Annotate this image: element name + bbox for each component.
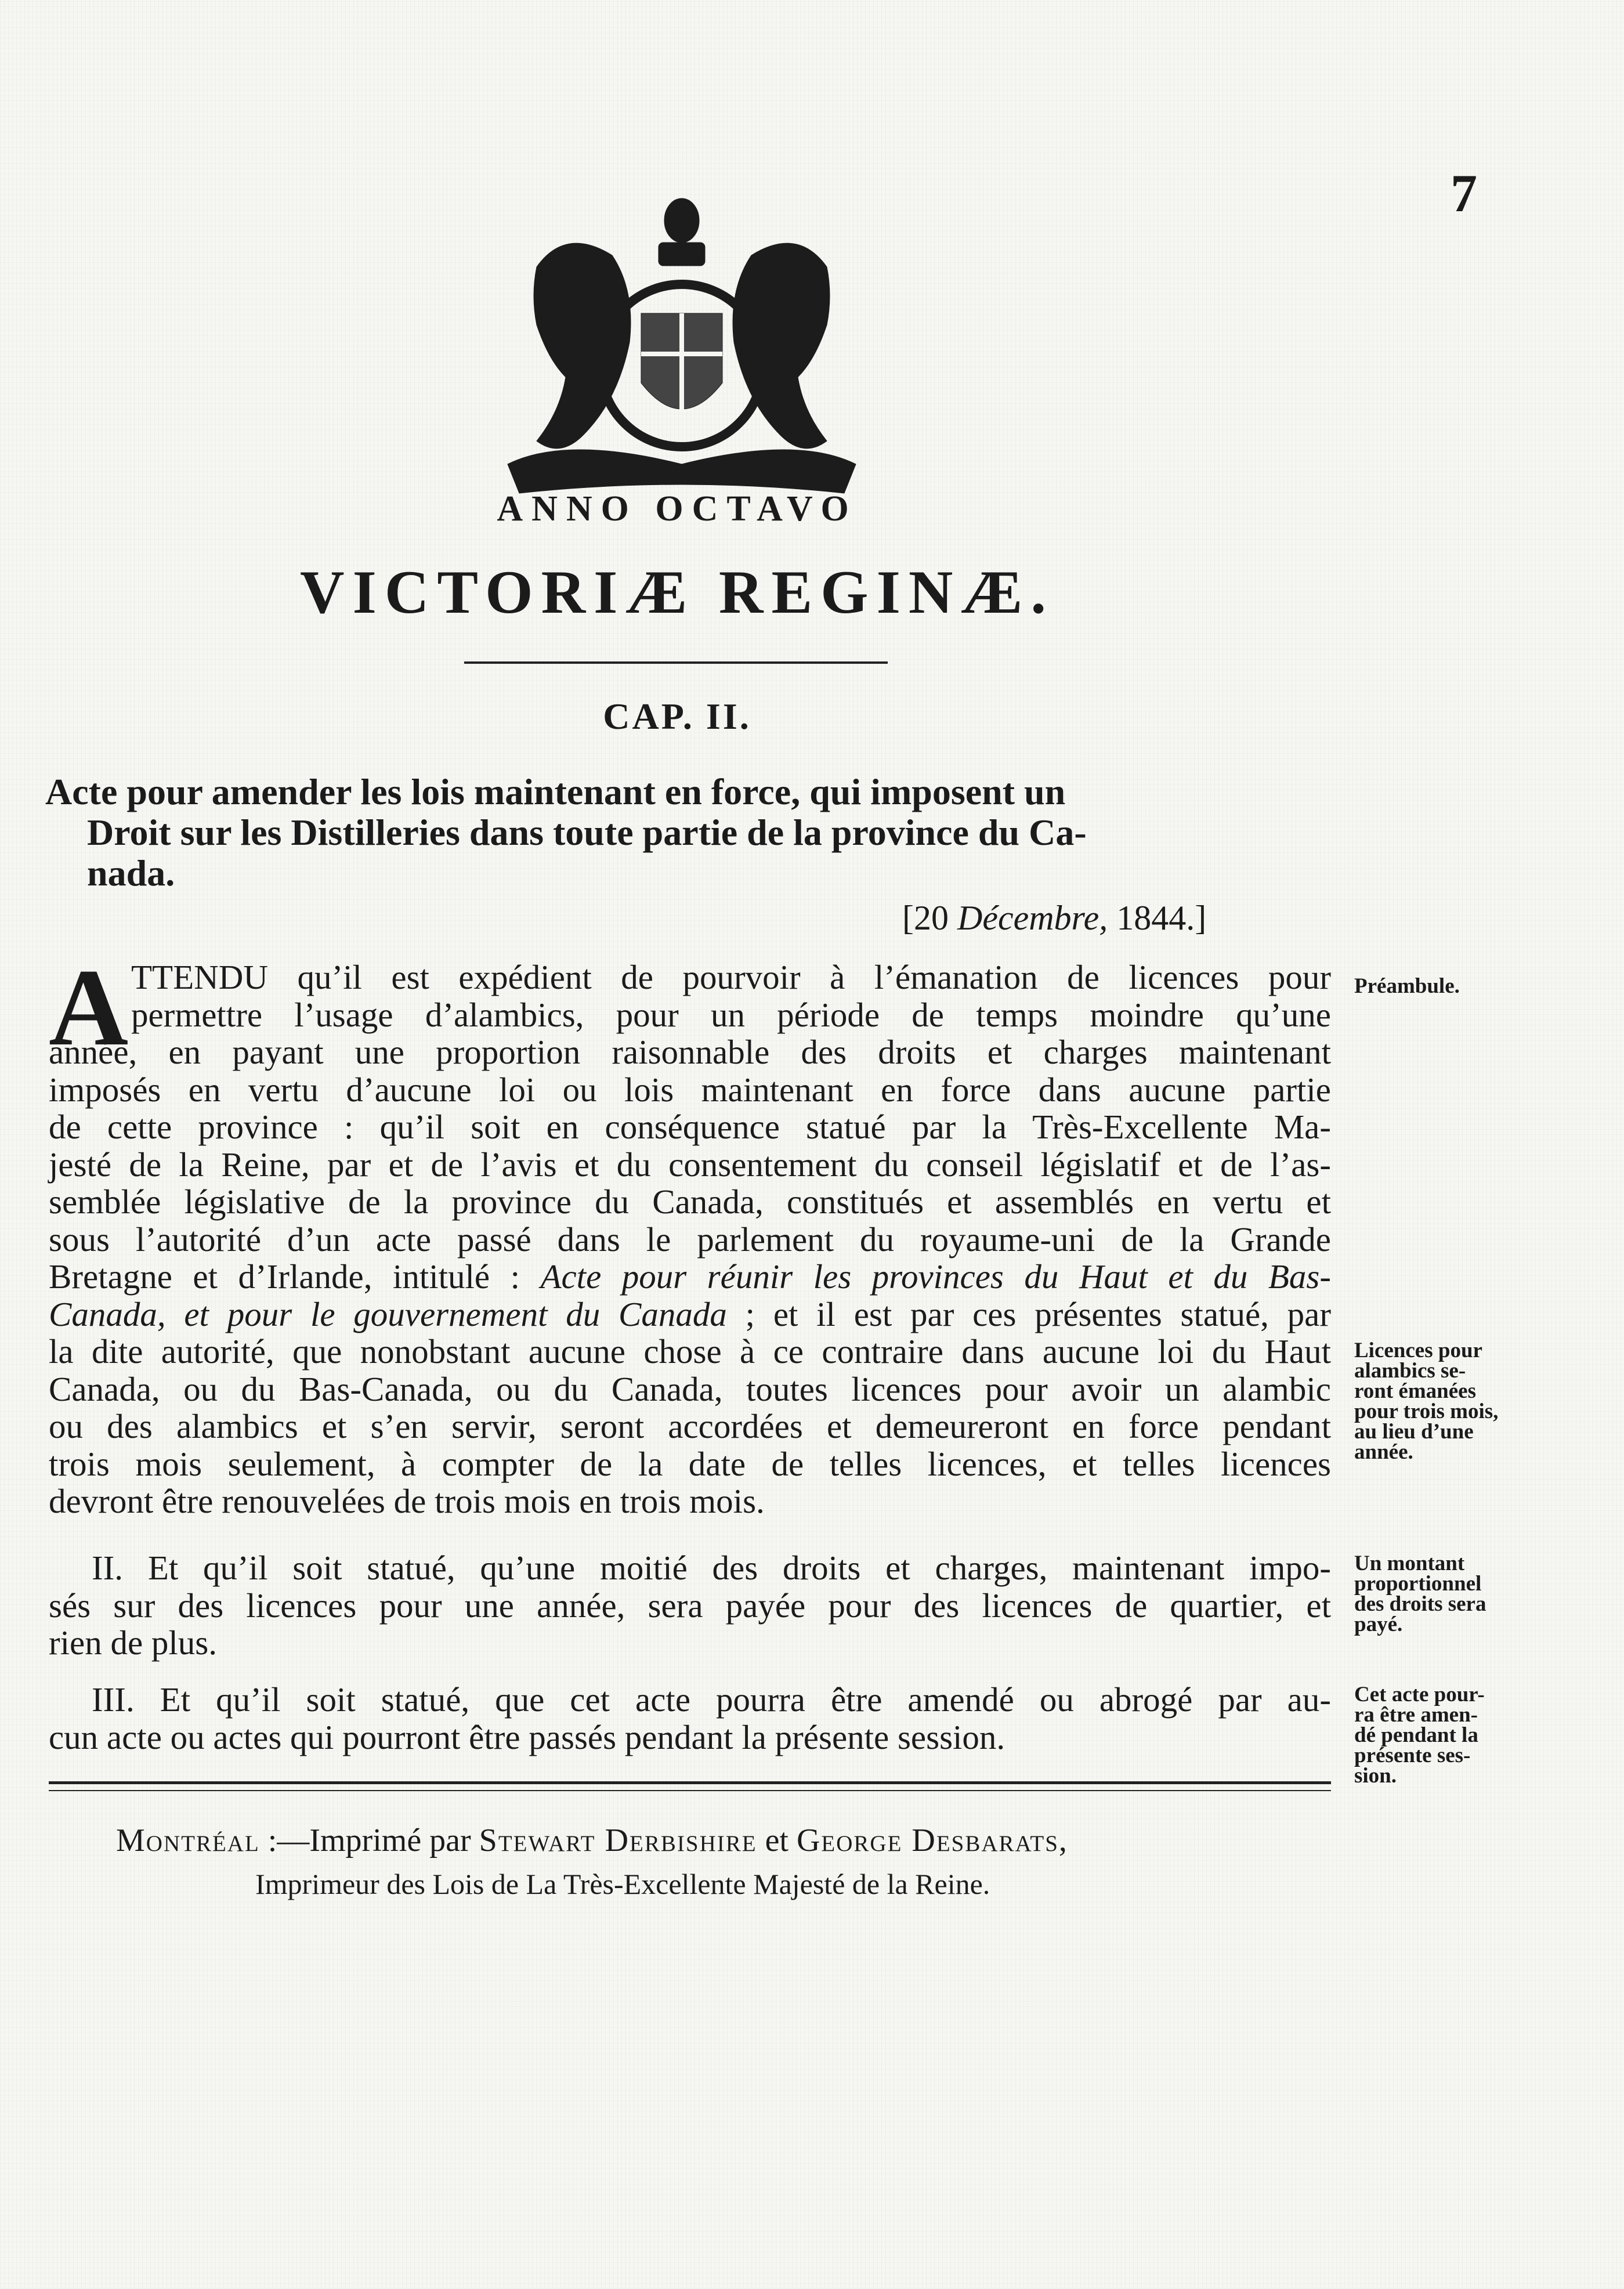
title-line: Acte pour amender les lois maintenant en force, qui imposent un (45, 771, 1066, 812)
date-month: Décembre, (957, 899, 1108, 937)
title-line: Droit sur les Distilleries dans toute partie de la province du Ca- (87, 812, 1087, 853)
body-line: sés sur des licences pour une année, sera payée pour des licences de quartier, et (49, 1586, 1331, 1625)
marginal-note-line: ra être amen- (1354, 1703, 1478, 1727)
body-line: TTENDU qu’il est expédient de pourvoir à l’émanation de licences pour (131, 958, 1331, 996)
royal-coat-of-arms (496, 191, 867, 505)
marginal-note-line: au lieu d’une (1354, 1420, 1474, 1444)
body-line: de cette province : qu’il soit en conséquence statué par la Très-Excellente Ma- (49, 1108, 1331, 1146)
marginal-note-line: proportionnel (1354, 1572, 1482, 1596)
marginal-note-line: sion. (1354, 1764, 1397, 1788)
body-line: devront être renouvelées de trois mois en trois mois. (49, 1482, 765, 1520)
imprint-text: :—Imprimé par (259, 1822, 479, 1858)
closing-double-rule (49, 1781, 1331, 1791)
act-citation-end: ; et il est par ces présentes statué, par (726, 1294, 1331, 1333)
anno-heading: ANNO OCTAVO (497, 489, 858, 529)
marginal-note-line: présente ses- (1354, 1744, 1471, 1767)
marginal-note-line: Licences pour (1354, 1339, 1482, 1362)
imprint-printer: Stewart Derbishire (479, 1822, 757, 1858)
body-line: la dite autorité, que nonobstant aucune chose à ce contraire dans aucune loi du Haut (49, 1332, 1331, 1370)
section-3 (49, 1681, 1331, 1756)
body-line: cun acte ou actes qui pourront être passés pendant la présente session. (49, 1717, 1005, 1756)
body-line: sous l’autorité d’un acte passé dans le parlement du royaume-uni de la Grande (49, 1220, 1331, 1259)
marginal-note-line: Préambule. (1354, 974, 1460, 998)
act-title (45, 772, 1322, 894)
marginal-note-amount (1354, 1553, 1511, 1635)
imprint-printer: George Desbarats, (796, 1822, 1068, 1858)
imprint-text: et (757, 1822, 797, 1858)
body-line: jesté de la Reine, par et de l’avis et du consentement du conseil législatif et de l’as- (49, 1145, 1331, 1184)
assent-date (902, 898, 1206, 938)
imprint-line-2: Imprimeur des Lois de La Très-Excellente Majesté de la Reine. (255, 1868, 990, 1900)
marginal-note-amend (1354, 1684, 1511, 1786)
preamble-paragraph (49, 947, 1332, 1520)
body-line (49, 1258, 1331, 1296)
marginal-note-line: alambics se- (1354, 1359, 1466, 1383)
body-line: III. Et qu’il soit statué, que cet acte pourra être amendé ou abrogé par au- (92, 1680, 1331, 1719)
marginal-note-line: pour trois mois, (1354, 1400, 1499, 1423)
page-number: 7 (1451, 164, 1477, 223)
heading-rule (464, 661, 888, 664)
body-line: trois mois seulement, à compter de la date de telles licences, et telles licences (49, 1444, 1331, 1483)
imprint-line (116, 1822, 1068, 1859)
marginal-note-line: dé pendant la (1354, 1723, 1478, 1747)
date-open: [20 (902, 899, 957, 937)
regnal-heading: VICTORIÆ REGINÆ. (300, 558, 1054, 626)
marginal-note-licences (1354, 1340, 1511, 1462)
section-2 (49, 1549, 1331, 1662)
marginal-note-line: ront émanées (1354, 1379, 1476, 1403)
body-line: semblée législative de la province du Canada, constitués et assemblés en vertu et (49, 1183, 1331, 1221)
marginal-note-line: des droits sera (1354, 1592, 1486, 1616)
date-close: 1844.] (1108, 899, 1207, 937)
marginal-note-line: année. (1354, 1440, 1413, 1464)
body-line: Canada, ou du Bas-Canada, ou du Canada, toutes licences pour avoir un alambic (49, 1369, 1331, 1408)
imprint-city: Montréal (116, 1822, 260, 1858)
body-line: rien de plus. (49, 1623, 218, 1662)
drop-cap: A (49, 947, 129, 1069)
body-line: imposés en vertu d’aucune loi ou lois maintenant en force dans aucune partie (49, 1070, 1331, 1109)
body-line: ou des alambics et s’en servir, seront accordées et demeureront en force pendant (49, 1407, 1331, 1445)
body-line: permettre l’usage d’alambics, pour un période de temps moindre qu’une (131, 995, 1331, 1034)
marginal-note-line: Un montant (1354, 1552, 1465, 1575)
act-citation-start: Bretagne et d’Irlande, intitulé : (49, 1257, 541, 1296)
marginal-note-line: payé. (1354, 1612, 1403, 1636)
title-line: nada. (87, 852, 175, 894)
act-citation-title: Acte pour réunir les provinces du Haut et du Bas- (540, 1257, 1332, 1296)
chapter-heading: CAP. II. (603, 696, 751, 737)
body-line: année, en payant une proportion raisonnable des droits et charges maintenant (49, 1033, 1331, 1071)
marginal-note-line: Cet acte pour- (1354, 1683, 1485, 1706)
body-line (49, 1296, 1331, 1333)
act-citation-title-cont: Canada, et pour le gouvernement du Canada (49, 1294, 727, 1333)
marginal-note-preamble (1354, 976, 1511, 996)
body-line: II. Et qu’il soit statué, qu’une moitié des droits et charges, maintenant impo- (92, 1549, 1331, 1587)
